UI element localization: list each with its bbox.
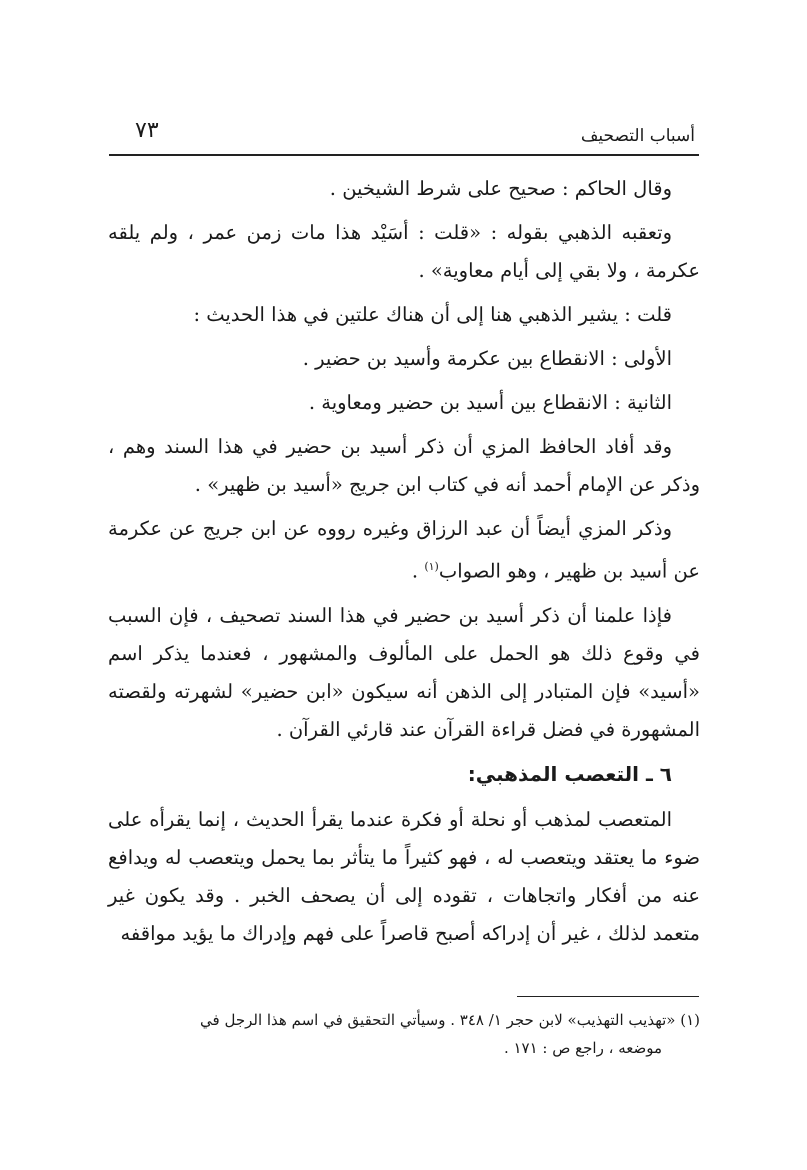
page-number: ٧٣ [135, 118, 159, 143]
paragraph-mizzi-also-end: . [411, 559, 425, 583]
paragraph-mizzi: وقد أفاد الحافظ المزي أن ذكر أسيد بن حضير في هذا السند وهم ، وذكر عن الإمام أحمد أنه في كتاب ابن جريج «أسيد بن ظهير» . [108, 435, 700, 496]
footnote-marker[interactable]: (١) [424, 560, 439, 573]
main-text [108, 170, 700, 959]
paragraph-dhahabi-comment: وتعقبه الذهبي بقوله : «قلت : أسَيْد هذا مات زمن عمر ، ولم يلقه عكرمة ، ولا بقي إلى أيام معاوية» . [108, 221, 700, 282]
paragraph-mizzi-also [108, 510, 700, 591]
paragraph-mizzi-also-text: وذكر المزي أيضاً أن عبد الرزاق وغيره رووه عن ابن جريج عن عكرمة عن أسيد بن ظهير ، وهو الصواب [108, 517, 700, 583]
footnote [108, 1006, 700, 1062]
paragraph-conclusion: فإذا علمنا أن ذكر أسيد بن حضير في هذا السند تصحيف ، فإن السبب في وقوع ذلك هو الحمل على المألوف والمشهور ، فعندما يذكر اسم «أسيد» فإن المتبادر إلى الذهن أنه سيكون «ابن حضير» لشهرته ولقصته المشهورة في فضل قراءة القرآن عند قارئي القرآن . [108, 603, 700, 741]
footnote-line-2: موضعه ، راجع ص : ١٧١ . [503, 1039, 662, 1057]
paragraph-first-defect: الأولى : الانقطاع بين عكرمة وأسيد بن حضير . [302, 347, 672, 370]
section-heading: ٦ ـ التعصب المذهبي: [467, 761, 672, 786]
paragraph-hakim: وقال الحاكم : صحيح على شرط الشيخين . [329, 177, 672, 200]
footnote-line-1: (١) «تهذيب التهذيب» لابن حجر ١/ ٣٤٨ . وسيأتي التحقيق في اسم هذا الرجل في [200, 1011, 700, 1029]
paragraph-second-defect: الثانية : الانقطاع بين أسيد بن حضير ومعاوية . [308, 391, 672, 414]
header-divider [109, 154, 699, 156]
paragraph-fanatic: المتعصب لمذهب أو نحلة أو فكرة عندما يقرأ الحديث ، إنما يقرأه على ضوء ما يعتقد ويتعصب له ، فهو كثيراً ما يتأثر بما يحمل ويتعصب له ويدافع عنه من أفكار واتجاهات ، تقوده إلى أن يصحف الخبر . وقد يكون غير متعمد لذلك ، غير أن إدراكه أصبح قاصراً على فهم وإدراك ما يؤيد مواقفه [108, 807, 700, 945]
running-header-title: أسباب التصحيف [580, 126, 695, 146]
paragraph-two-defects: قلت : يشير الذهبي هنا إلى أن هناك علتين في هذا الحديث : [193, 303, 672, 326]
footnote-divider [517, 996, 699, 997]
